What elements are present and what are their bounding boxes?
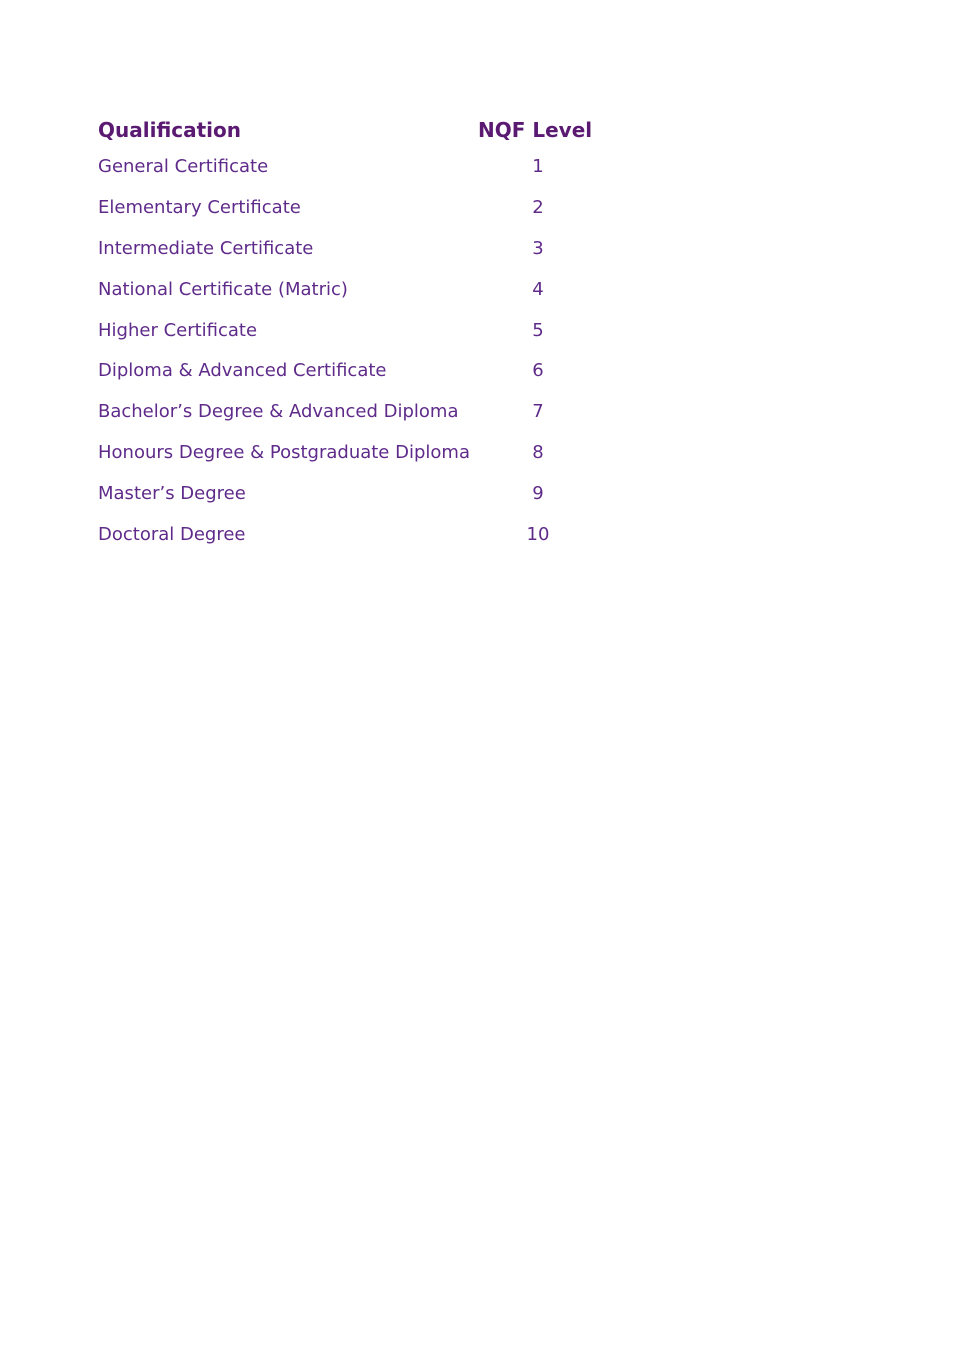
table-header-row <box>98 114 612 146</box>
table-row <box>98 514 612 555</box>
qualification-cell: National Certificate (Matric) <box>98 278 348 300</box>
table-row <box>98 350 612 391</box>
qualification-cell: Diploma & Advanced Certificate <box>98 360 387 382</box>
qualification-cell: Higher Certificate <box>98 319 258 341</box>
nqf-level-cell: 5 <box>532 319 544 341</box>
nqf-level-cell: 10 <box>526 523 550 545</box>
table-row <box>98 187 612 228</box>
nqf-level-cell: 8 <box>532 442 544 464</box>
table-row <box>98 391 612 432</box>
table-row <box>98 310 612 351</box>
qualification-cell: Intermediate Certificate <box>98 237 314 259</box>
nqf-level-cell: 3 <box>532 237 544 259</box>
nqf-level-column-header: NQF Level <box>478 118 593 142</box>
table-body <box>98 146 612 555</box>
table-row <box>98 269 612 310</box>
qualification-cell: Master’s Degree <box>98 483 246 505</box>
table-header <box>98 114 612 146</box>
table-row <box>98 146 612 187</box>
qualification-column-header: Qualification <box>98 118 242 142</box>
table-row <box>98 228 612 269</box>
qualification-cell: Honours Degree & Postgraduate Diploma <box>98 442 470 464</box>
nqf-level-cell: 7 <box>532 401 544 423</box>
nqf-level-cell: 9 <box>532 483 544 505</box>
nqf-levels-table <box>98 114 612 555</box>
nqf-level-cell: 6 <box>532 360 544 382</box>
qualification-cell: General Certificate <box>98 155 269 177</box>
nqf-level-cell: 2 <box>532 196 544 218</box>
qualification-cell: Elementary Certificate <box>98 196 301 218</box>
qualification-cell: Doctoral Degree <box>98 523 246 545</box>
table-row <box>98 473 612 514</box>
nqf-level-cell: 4 <box>532 278 544 300</box>
table-row <box>98 432 612 473</box>
nqf-level-cell: 1 <box>532 155 544 177</box>
qualification-cell: Bachelor’s Degree & Advanced Diploma <box>98 401 459 423</box>
